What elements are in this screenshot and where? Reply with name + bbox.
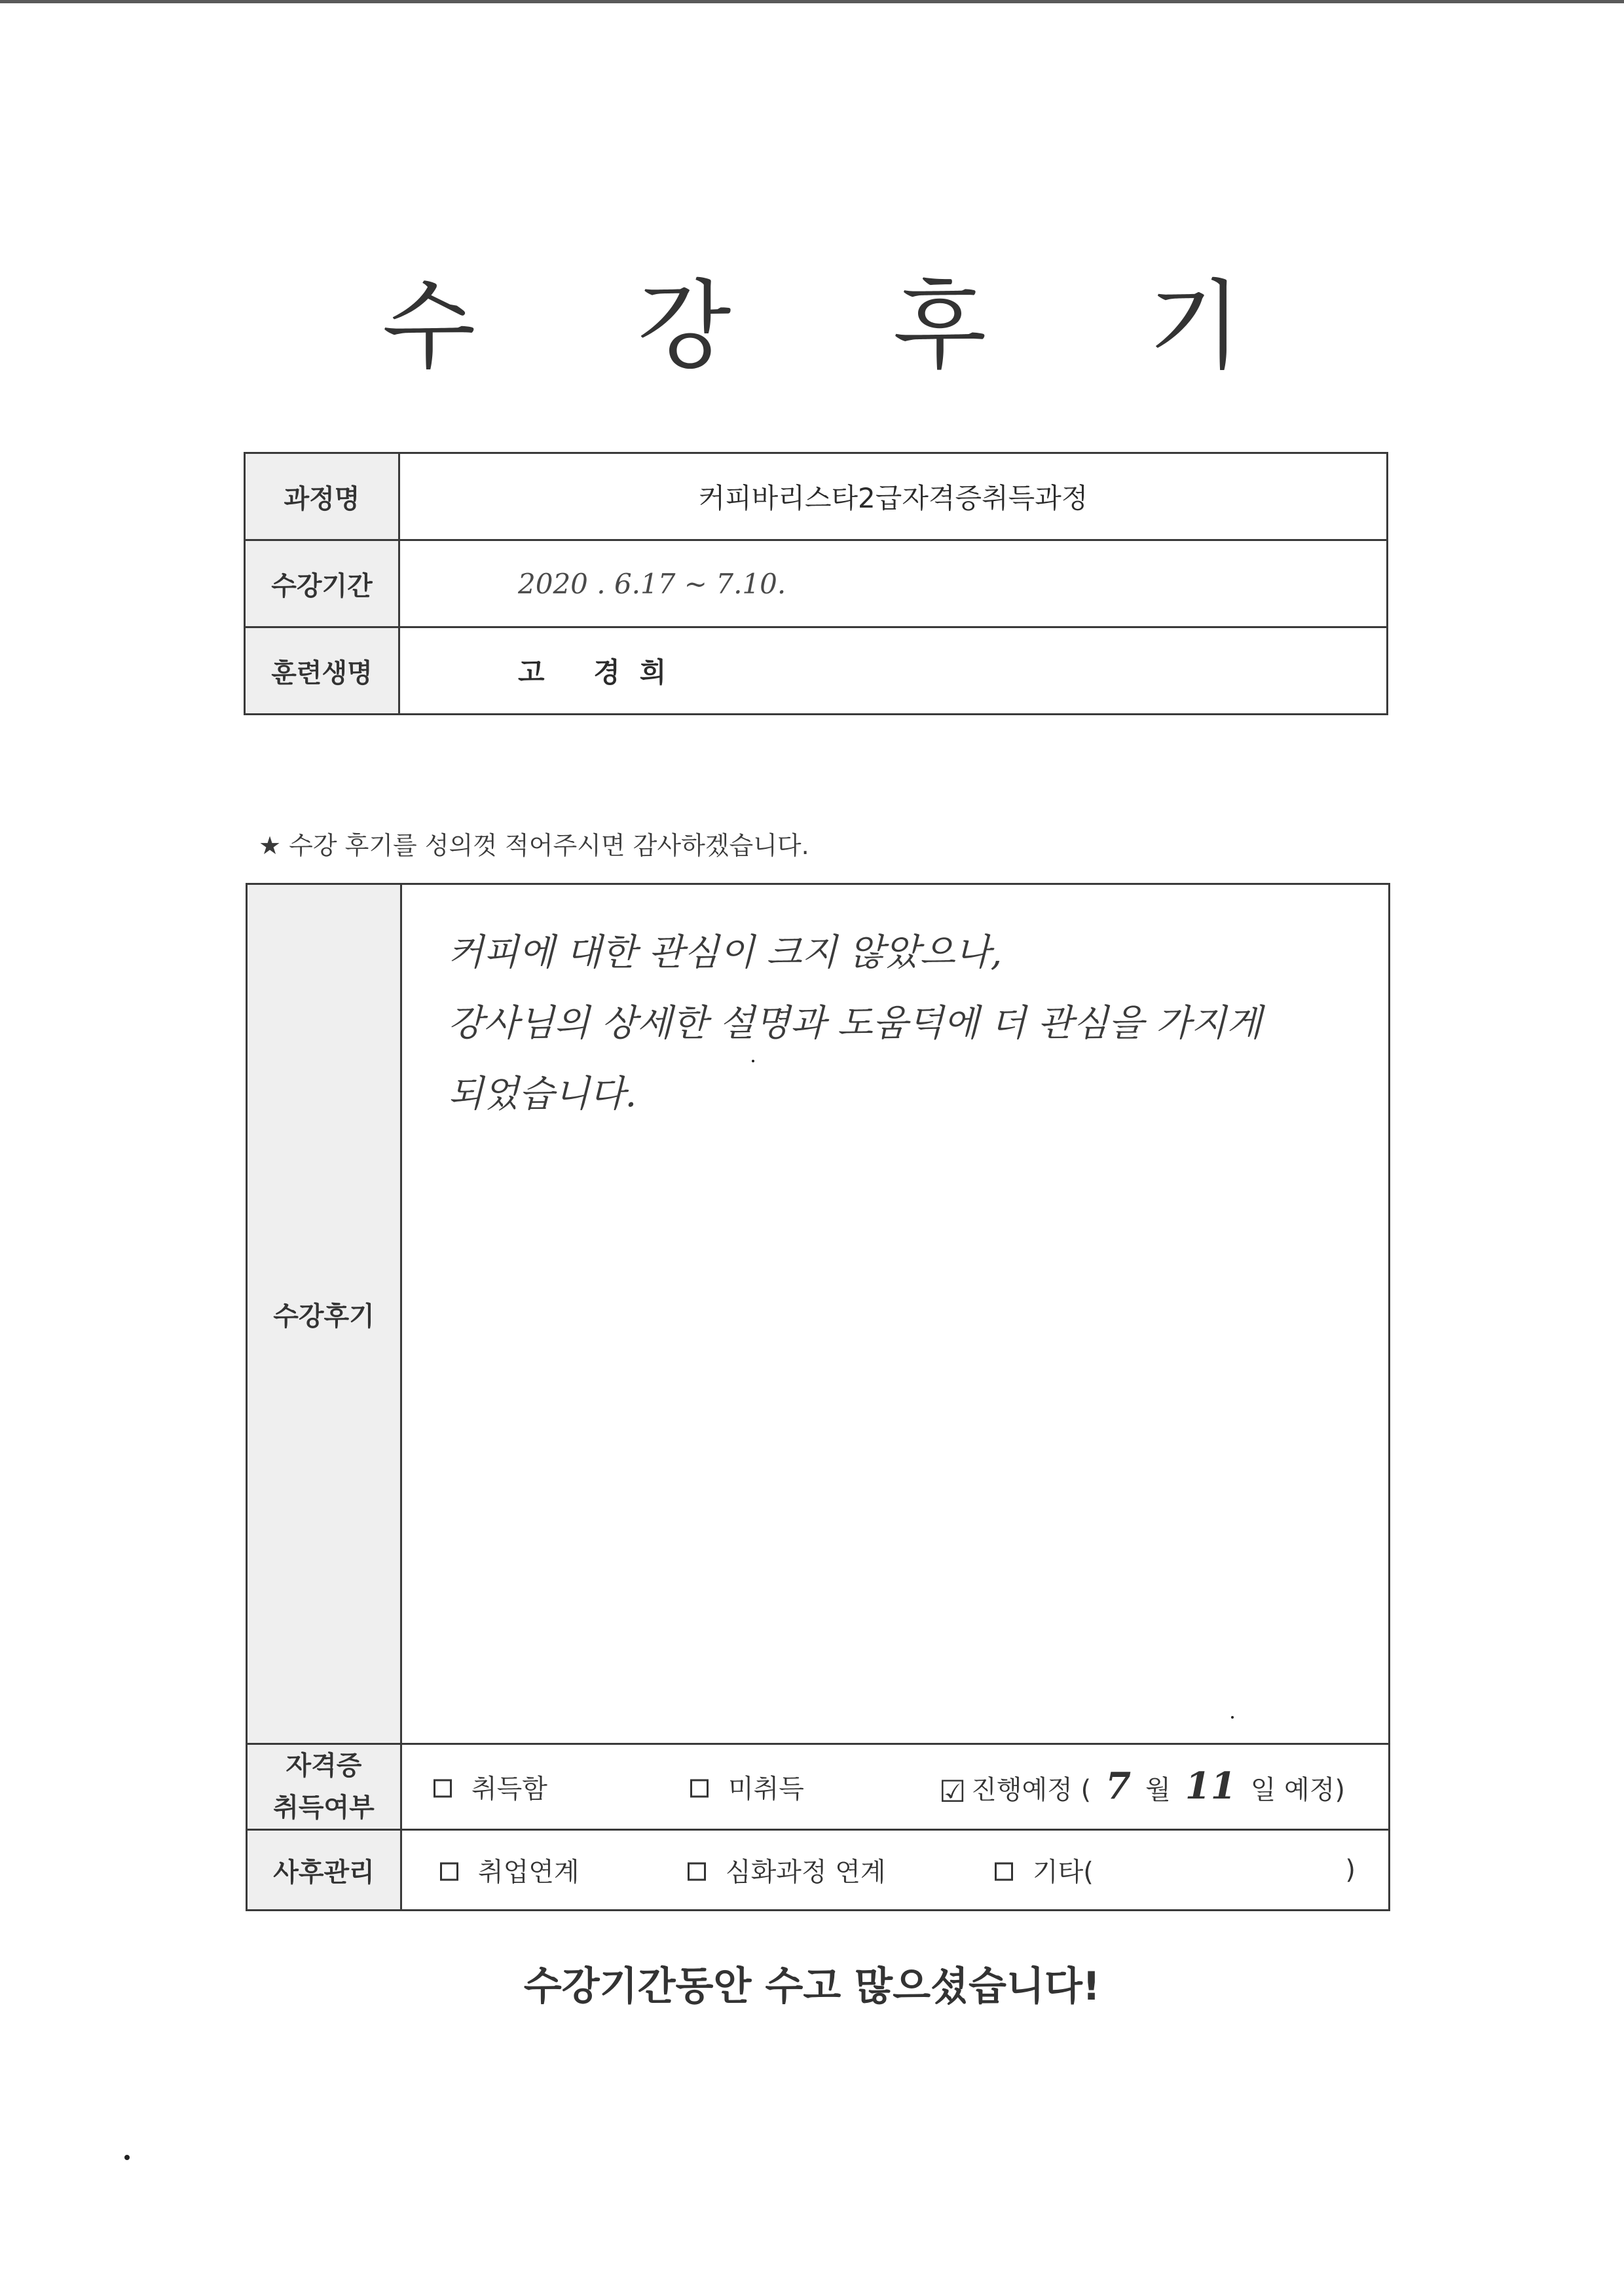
certificate-label-line2: 취득여부 (273, 1793, 375, 1823)
scan-top-edge (0, 0, 1624, 3)
option-other[interactable] (995, 1852, 1094, 1889)
scan-speck (752, 1060, 754, 1062)
certificate-row (247, 1744, 1390, 1830)
info-table (244, 452, 1388, 715)
day-unit: 일 예정) (1250, 1775, 1345, 1805)
course-row (245, 453, 1388, 540)
planned-month: 7 (1105, 1764, 1132, 1808)
scan-speck (124, 2155, 130, 2160)
review-line: 되었습니다. (448, 1073, 637, 1115)
checkbox-acquired[interactable] (434, 1780, 452, 1798)
option-advanced-course-label: 심화과정 연계 (726, 1857, 886, 1888)
option-other-close: ) (1345, 1855, 1356, 1885)
certificate-label (247, 1744, 401, 1830)
review-table (246, 883, 1390, 1911)
option-not-acquired[interactable] (690, 1768, 804, 1806)
scan-speck (1231, 1716, 1234, 1719)
option-acquired[interactable] (434, 1768, 547, 1806)
option-advanced-course[interactable] (688, 1852, 886, 1889)
review-label: 수강후기 (247, 884, 401, 1744)
certificate-options (401, 1744, 1390, 1830)
period-label: 수강기간 (245, 540, 399, 627)
option-planned[interactable] (939, 1764, 1345, 1809)
aftercare-row (247, 1830, 1390, 1911)
trainee-name-value: 고 경희 (399, 627, 1388, 715)
certificate-label-line1: 자격증 (286, 1751, 362, 1781)
option-acquired-label: 취득함 (471, 1774, 547, 1804)
option-other-label: 기타( (1033, 1857, 1094, 1888)
checkbox-other[interactable] (995, 1863, 1013, 1881)
page-title: 수 강 후 기 (382, 270, 1308, 382)
checkbox-job-link[interactable] (440, 1863, 458, 1881)
option-planned-label: 진행예정 ( (971, 1775, 1092, 1805)
planned-day: 11 (1185, 1764, 1236, 1808)
notice-text: ★ 수강 후기를 성의껏 적어주시면 감사하겠습니다. (259, 831, 809, 860)
closing-message: 수강기간동안 수고 많으셨습니다! (523, 1964, 1101, 2009)
aftercare-options (401, 1830, 1390, 1911)
review-row (247, 884, 1390, 1744)
review-line: 강사님의 상세한 설명과 도움덕에 더 관심을 가지게 (448, 1002, 1262, 1045)
period-value: 2020 . 6.17 ~ 7.10. (399, 540, 1388, 627)
course-value: 커피바리스타2급자격증취득과정 (399, 453, 1388, 540)
review-content (401, 884, 1390, 1744)
checkbox-not-acquired[interactable] (690, 1780, 709, 1798)
checkbox-checked-icon[interactable]: ☑ (939, 1774, 967, 1809)
course-label: 과정명 (245, 453, 399, 540)
aftercare-label: 사후관리 (247, 1830, 401, 1911)
option-job-link[interactable] (440, 1852, 580, 1889)
name-row (245, 627, 1388, 715)
checkbox-advanced-course[interactable] (688, 1863, 706, 1881)
name-label: 훈련생명 (245, 627, 399, 715)
option-not-acquired-label: 미취득 (728, 1774, 804, 1804)
option-job-link-label: 취업연계 (478, 1857, 580, 1888)
review-line: 커피에 대한 관심이 크지 않았으나, (448, 931, 1003, 974)
month-unit: 월 (1145, 1775, 1171, 1805)
period-row (245, 540, 1388, 627)
